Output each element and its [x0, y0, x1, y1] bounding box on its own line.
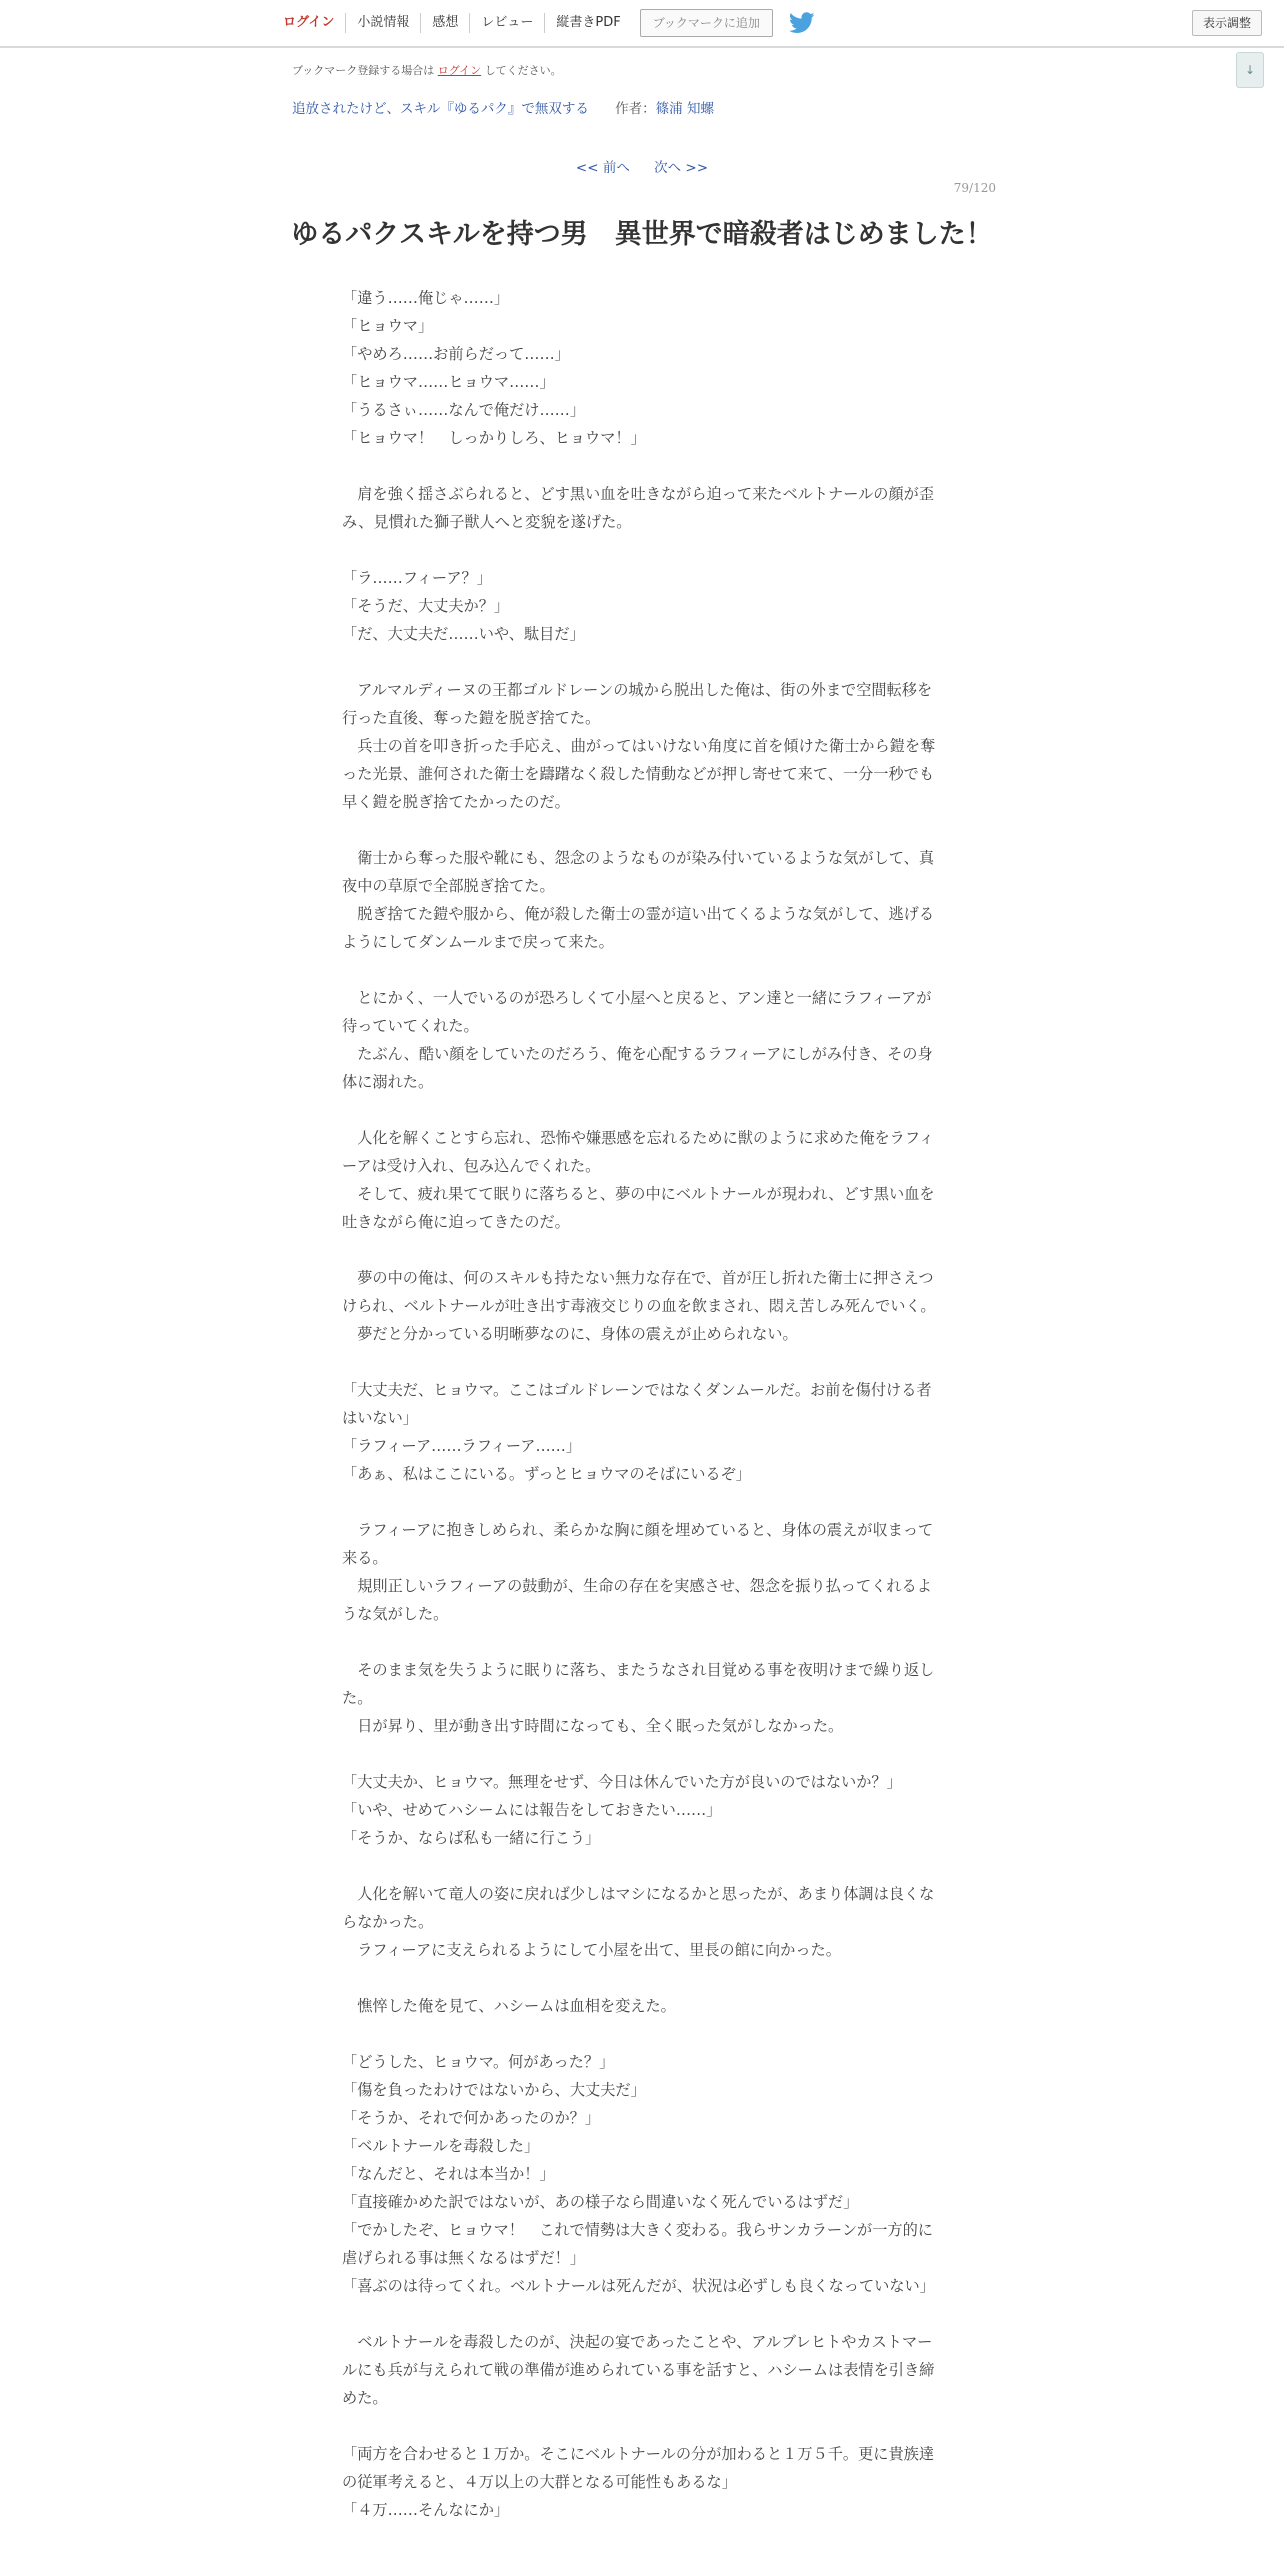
author-name-link[interactable]: 篠浦 知螺	[655, 101, 714, 117]
body-line: 「いや、せめてハシームには報告をしておきたい……」	[342, 1801, 722, 1819]
body-line: 「あぁ、私はここにいる。ずっとヒョウマのそばにいるぞ」	[342, 1465, 751, 1483]
body-line: 人化を解いて竜人の姿に戻れば少しはマシになるかと思ったが、あまり体調は良くならなかった。	[342, 1885, 935, 1931]
blank-line	[342, 2412, 937, 2440]
body-line: 「喜ぶのは待ってくれ。ベルトナールは死んだが、状況は必ずしも良くなっていない」	[342, 2277, 935, 2295]
chapter-pager	[0, 156, 1284, 176]
blank-line	[342, 2300, 937, 2328]
blank-line	[342, 956, 937, 984]
body-line: 「ヒョウマ……ヒョウマ……」	[342, 373, 555, 391]
body-line: アルマルディーヌの王都ゴルドレーンの城から脱出した俺は、街の外まで空間転移を行った直後、奪った鎧を脱ぎ捨てた。	[342, 681, 933, 727]
prev-chapter-link[interactable]: << 前へ	[575, 160, 630, 176]
blank-line	[342, 816, 937, 844]
series-title-link[interactable]: 追放されたけど、スキル『ゆるパク』で無双する	[292, 101, 589, 117]
blank-line	[342, 1964, 937, 1992]
bookmark-login-notice	[292, 62, 562, 78]
chapter-counter: 79/120	[953, 181, 996, 195]
body-line: 「ベルトナールを毒殺した」	[342, 2137, 540, 2155]
twitter-bird-icon[interactable]	[789, 12, 815, 34]
body-line: 「大丈夫だ、ヒョウマ。ここはゴルドレーンではなくダンムールだ。お前を傷付ける者はいない」	[342, 1381, 932, 1427]
top-navigation-bar	[0, 0, 1284, 48]
body-line: 「なんだと、それは本当か！」	[342, 2165, 555, 2183]
body-line: 「ラ……フィーア？」	[342, 569, 492, 587]
body-line: 「やめろ……お前らだって……」	[342, 345, 570, 363]
body-line: とにかく、一人でいるのが恐ろしくて小屋へと戻ると、アン達と一緒にラフィーアが待っていてくれた。	[342, 989, 932, 1035]
blank-line	[342, 1236, 937, 1264]
notice-suffix: してください。	[484, 64, 562, 77]
scroll-down-tab[interactable]	[1236, 52, 1264, 88]
blank-line	[342, 1488, 937, 1516]
body-line: 憔悴した俺を見て、ハシームは血相を変えた。	[342, 1997, 676, 2015]
body-line: 「違う……俺じゃ……」	[342, 289, 510, 307]
body-line: 「うるさぃ……なんで俺だけ……」	[342, 401, 585, 419]
blank-line	[342, 648, 937, 676]
body-line: 「そうか、それで何かあったのか？」	[342, 2109, 601, 2127]
body-line: ベルトナールを毒殺したのが、決起の宴であったことや、アルブレヒトやカストマールにも兵が与えられて戦の準備が進められている事を話すと、ハシームは表情を引き締めた。	[342, 2333, 935, 2407]
blank-line	[342, 1628, 937, 1656]
body-line: ラフィーアに抱きしめられ、柔らかな胸に顔を埋めていると、身体の震えが収まって来る。	[342, 1521, 934, 1567]
menu-review[interactable]: レビュー	[470, 13, 545, 33]
blank-line	[342, 1096, 937, 1124]
body-line: そして、疲れ果てて眠りに落ちると、夢の中にベルトナールが現われ、どす黒い血を吐きながら俺に迫ってきたのだ。	[342, 1185, 935, 1231]
main-menu	[272, 0, 815, 46]
series-info	[292, 97, 714, 117]
blank-line	[342, 1348, 937, 1376]
body-line: 「ヒョウマ」	[342, 317, 434, 335]
body-line: 「大丈夫か、ヒョウマ。無理をせず、今日は休んでいた方が良いのではないか？」	[342, 1773, 902, 1791]
body-line: 「ヒョウマ！ しっかりしろ、ヒョウマ！」	[342, 429, 646, 447]
body-line: 脱ぎ捨てた鎧や服から、俺が殺した衛士の霊が這い出てくるような気がして、逃げるようにしてダンムールまで戻って来た。	[342, 905, 935, 951]
notice-prefix: ブックマーク登録する場合は	[292, 64, 435, 77]
body-line: 「両方を合わせると１万か。そこにベルトナールの分が加わると１万５千。更に貴族達の従軍考えると、４万以上の大群となる可能性もあるな」	[342, 2445, 935, 2491]
body-line: 「どうした、ヒョウマ。何があった？」	[342, 2053, 615, 2071]
body-line: 肩を強く揺さぶられると、どす黒い血を吐きながら迫って来たベルトナールの顔が歪み、見慣れた獅子獣人へと変貌を遂げた。	[342, 485, 935, 531]
chapter-title: ゆるパクスキルを持つ男 異世界で暗殺者はじめました！	[291, 219, 993, 250]
menu-vertical-pdf[interactable]: 縦書きPDF	[556, 15, 621, 30]
body-line: 「傷を負ったわけではないから、大丈夫だ」	[342, 2081, 646, 2099]
author-label: 作者：	[615, 101, 656, 117]
body-line: 夢の中の俺は、何のスキルも持たない無力な存在で、首が圧し折れた衛士に押さえつけられ、ベルトナールが吐き出す毒液交じりの血を飲まされ、悶え苦しみ死んでいく。	[342, 1269, 936, 1315]
body-line: 夢だと分かっている明晰夢なのに、身体の震えが止められない。	[342, 1325, 798, 1343]
novel-body	[342, 284, 937, 2524]
arrow-down-icon: ↓	[1244, 63, 1256, 77]
blank-line	[342, 536, 937, 564]
menu-novel-info[interactable]: 小説情報	[346, 13, 421, 33]
body-line: 「でかしたぞ、ヒョウマ！ これで情勢は大きく変わる。我らサンカラーンが一方的に虐げられる事は無くなるはずだ！」	[342, 2221, 933, 2267]
body-line: 「そうか、ならば私も一緒に行こう」	[342, 1829, 601, 1847]
body-line: 「４万……そんなにか」	[342, 2501, 510, 2519]
display-settings-button[interactable]: 表示調整	[1192, 10, 1262, 36]
menu-login[interactable]: ログイン	[272, 13, 346, 33]
body-line: 「ラフィーア……ラフィーア……」	[342, 1437, 582, 1455]
blank-line	[342, 2020, 937, 2048]
body-line: 兵士の首を叩き折った手応え、曲がってはいけない角度に首を傾けた衛士から鎧を奪った光景、誰何された衛士を躊躇なく殺した情動などが押し寄せて来て、一分一秒でも早く鎧を脱ぎ捨てたかったのだ。	[342, 737, 936, 811]
body-line: 規則正しいラフィーアの鼓動が、生命の存在を実感させ、怨念を振り払ってくれるような気がした。	[342, 1577, 932, 1623]
add-bookmark-button[interactable]: ブックマークに追加	[640, 9, 773, 37]
menu-impressions[interactable]: 感想	[421, 13, 470, 33]
blank-line	[342, 452, 937, 480]
body-line: 衛士から奪った服や靴にも、怨念のようなものが染み付いているような気がして、真夜中の草原で全部脱ぎ捨てた。	[342, 849, 935, 895]
body-line: 「直接確かめた訳ではないが、あの様子なら間違いなく死んでいるはずだ」	[342, 2193, 859, 2211]
body-line: そのまま気を失うように眠りに落ち、またうなされ目覚める事を夜明けまで繰り返した。	[342, 1661, 935, 1707]
body-line: 「そうだ、大丈夫か？」	[342, 597, 510, 615]
body-line: ラフィーアに支えられるようにして小屋を出て、里長の館に向かった。	[342, 1941, 841, 1959]
body-line: たぶん、酷い顔をしていたのだろう、俺を心配するラフィーアにしがみ付き、その身体に溺れた。	[342, 1045, 933, 1091]
blank-line	[342, 1852, 937, 1880]
next-chapter-link[interactable]: 次へ >>	[654, 160, 709, 176]
notice-login-link[interactable]: ログイン	[437, 64, 482, 77]
body-line: 「だ、大丈夫だ……いや、駄目だ」	[342, 625, 585, 643]
body-line: 日が昇り、里が動き出す時間になっても、全く眠った気がしなかった。	[342, 1717, 844, 1735]
blank-line	[342, 1740, 937, 1768]
body-line: 人化を解くことすら忘れ、恐怖や嫌悪感を忘れるために獣のように求めた俺をラフィーアは受け入れ、包み込んでくれた。	[342, 1129, 935, 1175]
